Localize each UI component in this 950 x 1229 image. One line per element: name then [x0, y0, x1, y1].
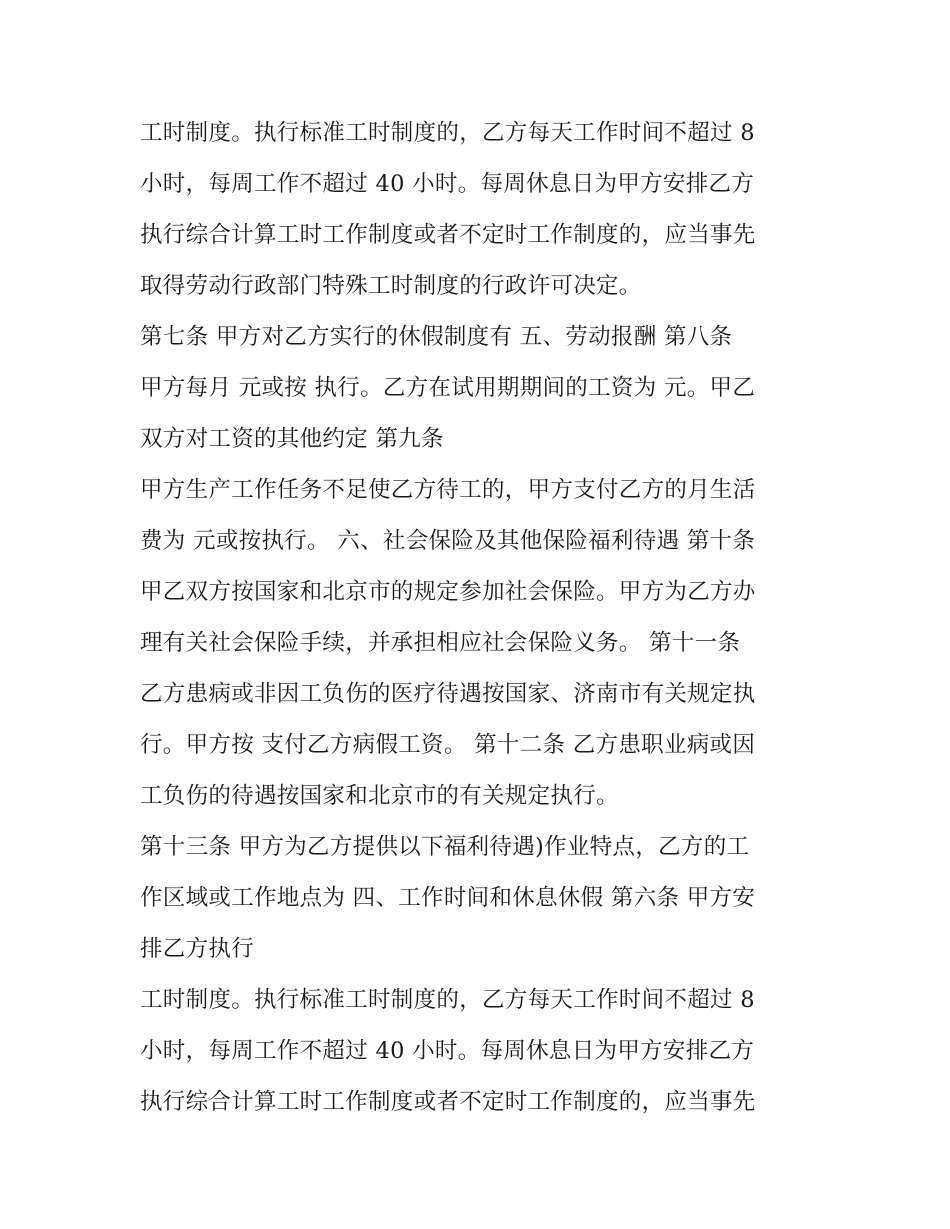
text-line: 工负伤的待遇按国家和北京市的有关规定执行。 — [140, 783, 619, 809]
document-body — [140, 108, 830, 1128]
text-line: 甲方每月 元或按 执行。乙方在试用期期间的工资为 元。甲乙 — [140, 375, 756, 401]
text-line: 取得劳动行政部门特殊工时制度的行政许可决定。 — [140, 273, 642, 299]
text-line: 甲方生产工作任务不足使乙方待工的，甲方支付乙方的月生活 — [140, 477, 756, 503]
text-line: 排乙方执行 — [140, 936, 255, 962]
text-line: 小时，每周工作不超过 40 小时。每周休息日为甲方安排乙方 — [140, 1038, 755, 1064]
text-line: 作区域或工作地点为 四、工作时间和休息休假 第六条 甲方安 — [140, 885, 756, 911]
text-line: 行。甲方按 支付乙方病假工资。 第十二条 乙方患职业病或因 — [140, 732, 756, 758]
text-line: 甲乙双方按国家和北京市的规定参加社会保险。甲方为乙方办 — [140, 579, 756, 605]
text-line: 小时，每周工作不超过 40 小时。每周休息日为甲方安排乙方 — [140, 171, 755, 197]
text-line: 第十三条 甲方为乙方提供以下福利待遇)作业特点，乙方的工 — [140, 834, 750, 860]
text-line: 第七条 甲方对乙方实行的休假制度有 五、劳动报酬 第八条 — [140, 324, 733, 350]
text-line: 费为 元或按执行。 六、社会保险及其他保险福利待遇 第十条 — [140, 528, 756, 554]
text-line: 乙方患病或非因工负伤的医疗待遇按国家、济南市有关规定执 — [140, 681, 756, 707]
text-line: 执行综合计算工时工作制度或者不定时工作制度的，应当事先 — [140, 222, 756, 248]
text-line: 工时制度。执行标准工时制度的，乙方每天工作时间不超过 8 — [140, 987, 755, 1013]
text-line: 执行综合计算工时工作制度或者不定时工作制度的，应当事先 — [140, 1089, 756, 1115]
text-line: 理有关社会保险手续，并承担相应社会保险义务。 第十一条 — [140, 630, 741, 656]
text-line: 双方对工资的其他约定 第九条 — [140, 426, 444, 452]
text-line: 工时制度。执行标准工时制度的，乙方每天工作时间不超过 8 — [140, 120, 755, 146]
